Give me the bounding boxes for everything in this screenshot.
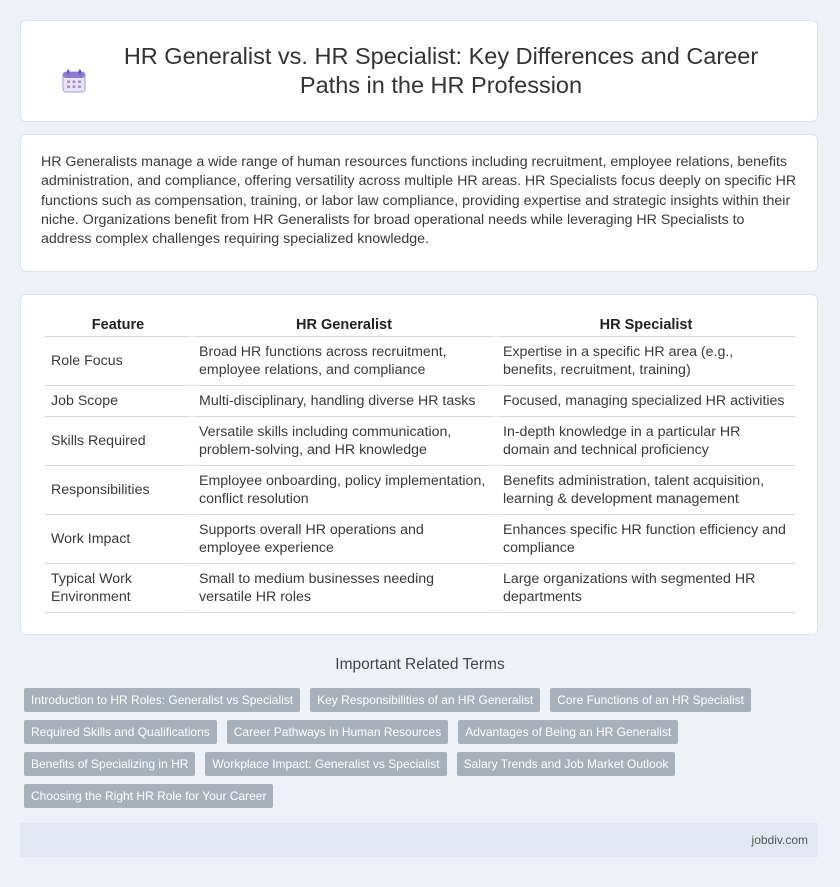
cell-feature: Work Impact: [45, 515, 191, 564]
cell-generalist: Supports overall HR operations and employee experience: [193, 515, 495, 564]
related-term-link[interactable]: Key Responsibilities of an HR Generalist: [310, 688, 540, 712]
page-title: HR Generalist vs. HR Specialist: Key Differences and Career Paths in the HR Profession: [123, 43, 759, 98]
related-term-link[interactable]: Workplace Impact: Generalist vs Specialist: [205, 752, 446, 776]
table-row: [45, 417, 795, 466]
header-card: [20, 20, 818, 122]
comparison-table: [43, 313, 797, 613]
cell-generalist: Employee onboarding, policy implementation, conflict resolution: [193, 466, 495, 515]
tag-row: [24, 688, 824, 712]
cell-specialist: Benefits administration, talent acquisition, learning & development management: [497, 466, 795, 515]
calendar-icon: [61, 68, 87, 94]
related-term-link[interactable]: Core Functions of an HR Specialist: [550, 688, 751, 712]
related-terms-tags: [24, 688, 824, 816]
cell-feature: Role Focus: [45, 337, 191, 386]
cell-generalist: Broad HR functions across recruitment, employee relations, and compliance: [193, 337, 495, 386]
related-term-link[interactable]: Required Skills and Qualifications: [24, 720, 217, 744]
related-term-link[interactable]: Advantages of Being an HR Generalist: [458, 720, 678, 744]
cell-specialist: Enhances specific HR function efficiency and compliance: [497, 515, 795, 564]
table-header-row: [45, 313, 795, 337]
cell-specialist: Focused, managing specialized HR activities: [497, 386, 795, 417]
cell-generalist: Multi-disciplinary, handling diverse HR tasks: [193, 386, 495, 417]
related-term-link[interactable]: Salary Trends and Job Market Outlook: [457, 752, 676, 776]
related-term-link[interactable]: Benefits of Specializing in HR: [24, 752, 195, 776]
cell-specialist: In-depth knowledge in a particular HR domain and technical proficiency: [497, 417, 795, 466]
footer-site-link[interactable]: jobdiv.com: [751, 833, 808, 847]
related-term-link[interactable]: Career Pathways in Human Resources: [227, 720, 448, 744]
header-feature: Feature: [45, 313, 191, 337]
table-row: [45, 564, 795, 613]
table-row: [45, 386, 795, 417]
comparison-table-card: [20, 294, 818, 635]
tag-row: [24, 752, 824, 776]
header-specialist: HR Specialist: [497, 313, 795, 337]
cell-specialist: Expertise in a specific HR area (e.g., benefits, recruitment, training): [497, 337, 795, 386]
header-generalist: HR Generalist: [193, 313, 495, 337]
cell-feature: Typical Work Environment: [45, 564, 191, 613]
related-terms-title: Important Related Terms: [335, 656, 505, 673]
cell-feature: Job Scope: [45, 386, 191, 417]
tag-row: [24, 720, 824, 744]
cell-generalist: Versatile skills including communication, problem-solving, and HR knowledge: [193, 417, 495, 466]
cell-generalist: Small to medium businesses needing versatile HR roles: [193, 564, 495, 613]
footer: [20, 823, 818, 857]
intro-paragraph: HR Generalists manage a wide range of human resources functions including recruitment, employee relations, benefits administration, and compliance, offering versatility across multiple HR areas. HR Specialists focus deeply on specific HR functions such as compensation, training, or labor law compliance, providing expertise and strategic insights within their niche. Organizations benefit from HR Generalists for broad operational needs while leveraging HR Specialists to address complex challenges requiring specialized knowledge.: [41, 154, 797, 248]
table-row: [45, 515, 795, 564]
cell-feature: Responsibilities: [45, 466, 191, 515]
tag-row: [24, 784, 824, 808]
cell-specialist: Large organizations with segmented HR departments: [497, 564, 795, 613]
related-term-link[interactable]: Introduction to HR Roles: Generalist vs Specialist: [24, 688, 300, 712]
related-term-link[interactable]: Choosing the Right HR Role for Your Career: [24, 784, 273, 808]
table-row: [45, 337, 795, 386]
cell-feature: Skills Required: [45, 417, 191, 466]
intro-card: [20, 134, 818, 272]
table-row: [45, 466, 795, 515]
title-wrap: [61, 42, 777, 100]
